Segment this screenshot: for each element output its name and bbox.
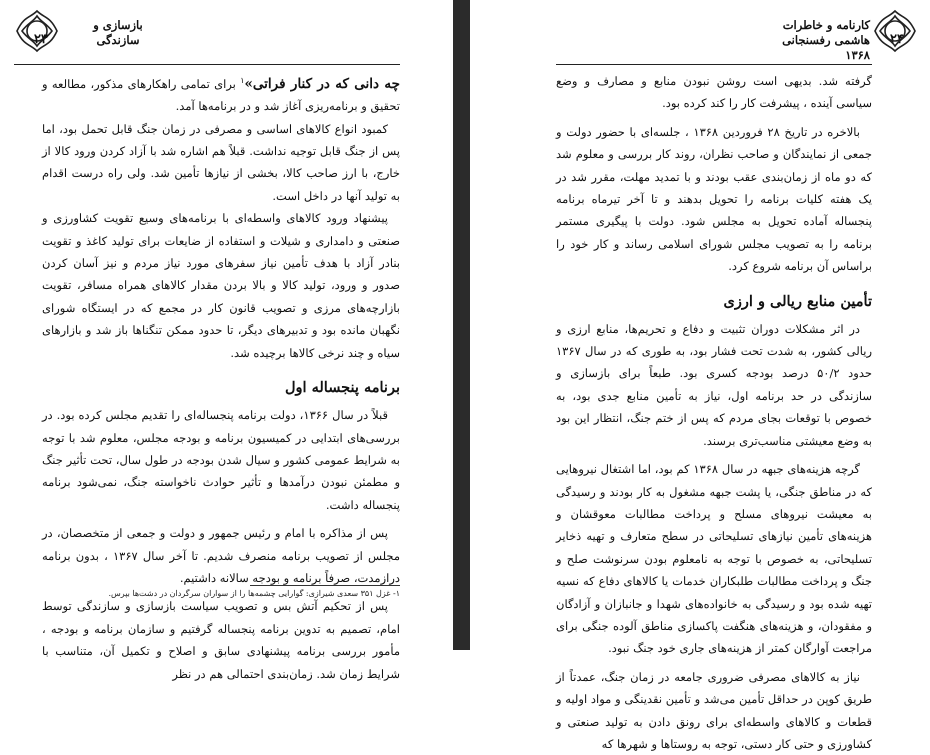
paragraph: نیاز به کالاهای مصرفی ضروری جامعه در زمان جنگ، عمدتاً از طریق کوپن در حداقل تأمین می‌شد و تأمین نقدینگی و مواد اولیه و قطعات و کالاهای واسطه‌ای برای رونق دادن به تولید صنعتی و کشاورزی و حتی کار دستی، توجه به روستاها و شهرها که xyxy=(556,669,872,751)
page-header xyxy=(470,8,930,62)
paragraph: کمبود انواع کالاهای اساسی و مصرفی در زمان جنگ قابل تحمل بود، اما پس از جنگ قابل توجیه نداشت. قبلاً هم اشاره شد با آزاد کردن ورود کالا از خارج، با ارز صاحب کالا، بخشی از نیازها تأمین شد. ولی راه درست اقدام به تولید آنها در داخل است. xyxy=(42,121,400,203)
footnote-rule xyxy=(250,585,400,586)
paragraph: پس از تحکیم آتش بس و تصویب سیاست بازسازی و سازندگی توسط امام، تصمیم به تدوین برنامه پنجساله گرفتیم و سازمان برنامه و بودجه ، مأمور بررسی برنامه پیشنهادی سابق و اصلاح و تکمیل آن، متناسب با شرایط زمان شد. زمان‌بندی احتمالی هم در نظر xyxy=(42,599,400,681)
page-number: ۲۴ xyxy=(890,32,904,47)
paragraph: بالاخره در تاریخ ۲۸ فروردین ۱۳۶۸ ، جلسه‌ای با حضور دولت و جمعی از نمایندگان و صاحب نظران، روند کار بررسی و معلوم شد که دو ماه از زمان‌بندی عقب بودند و با تمدید مهلت، مقرر شد در یک هفته کلیات برنامه را تحویل بدهند و تا آخر تیرماه برنامه پنجساله آماده تحویل به مجلس شود. دولت با پیگیری مستمر برنامه را به تصویب مجلس شورای اسلامی رساند و کار خود را براساس آن برنامه شروع کرد. xyxy=(556,124,872,274)
section-heading: تأمین منابع ریالی و ارزی xyxy=(723,292,872,310)
left-page xyxy=(0,0,453,681)
footnote-marker: ۱ xyxy=(240,76,245,85)
right-page xyxy=(470,0,930,751)
header-rule xyxy=(556,64,872,65)
ornament-icon xyxy=(14,8,60,54)
page-number: ۲۳ xyxy=(34,32,48,47)
book-gutter xyxy=(453,0,470,650)
running-title-line: هاشمی رفسنجانی ۱۳۶۸ xyxy=(782,33,870,62)
body-text xyxy=(556,70,872,755)
lead-text: چه دانی که در کنار فراتی» xyxy=(244,75,400,92)
paragraph xyxy=(42,70,400,118)
running-title-line: بازسازی و xyxy=(93,18,143,32)
ornament-icon xyxy=(872,8,918,54)
running-title xyxy=(760,18,870,63)
paragraph: قبلاً در سال ۱۳۶۶، دولت برنامه پنجساله‌ای را تقدیم مجلس کرده بود. در بررسی‌های ابتدایی در کمیسیون برنامه و بودجه مجلس، معلوم شد با توجه به شرایط عمومی کشور و سیال شدن بودجه در طول سال، تحت تأثیر جنگ و مطمئن نبودن درآمدها و تأثیر حوادث ناخواسته جنگ، نمی‌شود برنامه پنجساله داشت. xyxy=(42,408,400,512)
paragraph: پیشنهاد ورود کالاهای واسطه‌ای با برنامه‌های وسیع تقویت کشاورزی و صنعتی و دامداری و شیلات و استفاده از ضایعات برای تولید کاغذ و تقویت بنادر آزاد با هدف تأمین نیاز سفرهای مورد نیاز مردم و نیز آسان کردن صدور و ورود، تولید کالا و بالا بردن مقدار کالاهای همراه مسافر، تقویت بازارچه‌های مرزی و تصویب قانون کار در مجمع که در ایستگاه شورای نگهبان مانده بود و تدبیرهای دیگر، تا حدود ممکن تنگناها باز شد و بازارهای سیاه و چند نرخی کالاها برچیده شد. xyxy=(42,211,400,360)
paragraph-text: برای تمامی راهکارهای مذکور، مطالعه و تحقیق و برنامه‌ریزی آغاز شد و در برنامه‌ها آمد. xyxy=(42,76,400,114)
paragraph: در اثر مشکلات دوران تثبیت و دفاع و تحریم‌ها، منابع ارزی و ریالی کشور، به شدت تحت فشار بود، به طوری که در سال ۱۳۶۷ حدود ۵۰/۲ درصد بودجه کسری بود. طبعاً برای بازسازی و سازندگی در حد برنامه اول، نیاز به تأمین منابع جدی بود، به خصوص با توقعات بجای مردم که پس از ختم جنگ، انتظار این بود به وضع معیشتی مناسب‌تری برسند. xyxy=(556,321,872,448)
running-title-line: کارنامه و خاطرات xyxy=(782,18,870,32)
paragraph: پس از مذاکره با امام و رئیس جمهور و دولت و جمعی از متخصصان، در مجلس از تصویب برنامه منصرف شدیم. تا آخر سال ۱۳۶۷ ، بدون برنامه درازمدت، صرفاً برنامه و بودجه سالانه داشتیم. xyxy=(42,526,400,585)
running-title-line: سازندگی xyxy=(96,33,140,47)
header-rule xyxy=(14,64,400,65)
footnote: ۱- غزل ۳۵۱ سعدی شیرازی: گوارایی چشمه‌ها را از سواران سرگردان در دشت‌ها بپرس. xyxy=(108,589,400,598)
paragraph: گرچه هزینه‌های جبهه در سال ۱۳۶۸ کم بود، اما اشتغال نیروهایی که در مناطق جنگی، یا پشت جبهه مشغول به کار بودند و رسیدگی به معیشت نیروهای مسلح و پرداخت مطالبات معوقشان و هزینه‌های تأمین نیازهای تسلیحاتی در سطح متعارف و تهیه ذخایر تسلیحاتی، به خصوص با توجه به نامعلوم بودن سرنوشت صلح و جنگ و پرداخت مطالبات طلبکاران خدمات یا کالاهای دفاع که نسیه تهیه شده بود و رسیدگی به خانواده‌های شهدا و جانبازان و آزادگان و مفقودان، و هزینه‌های هنگفت پاکسازی مناطق آلوده جنگی برای مراجعت آوارگان کمتر از هزینه‌های جاری خود جنگ نبود. xyxy=(556,462,872,656)
running-title xyxy=(78,18,158,48)
paragraph: گرفته شد. بدیهی است روشن نبودن منابع و مصارف و وضع سیاسی آینده ، پیشرفت کار را کند کرده بود. xyxy=(556,74,872,111)
page-header xyxy=(0,8,453,58)
section-heading: برنامه پنجساله اول xyxy=(284,379,400,397)
